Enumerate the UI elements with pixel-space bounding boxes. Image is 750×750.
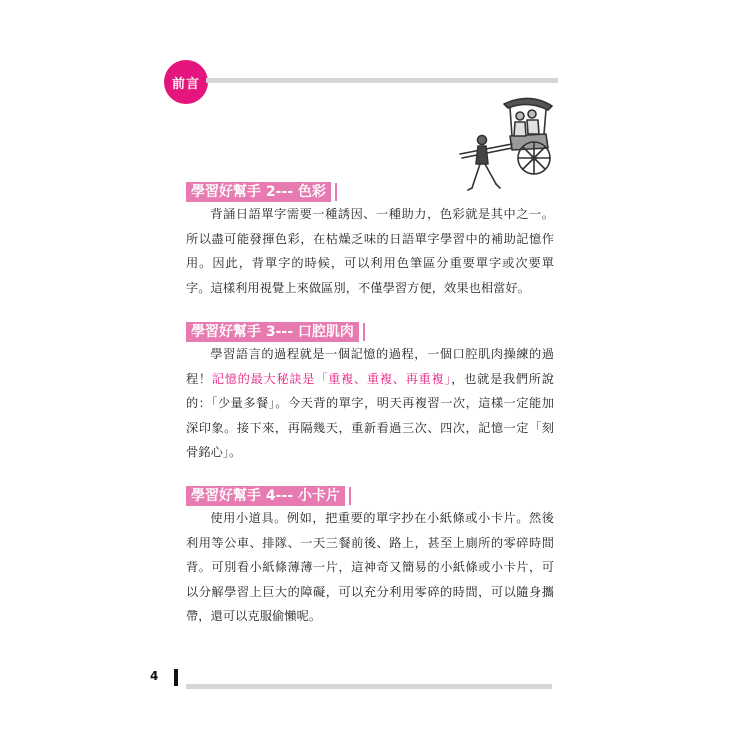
- footer-rule: [186, 684, 552, 689]
- section-body-mouth-muscle: [186, 342, 554, 465]
- section-body-color: 背誦日語單字需要一種誘因、一種助力，色彩就是其中之一。所以盡可能發揮色彩，在枯燥乏味的日語單字學習中的補助記憶作用。因此，背單字的時候，可以利用色筆區分重要單字或次要單字。這樣利用視覺上來做區別，不僅學習方便，效果也相當好。: [186, 207, 554, 295]
- header-rule: [206, 78, 558, 83]
- page-number-bar: [174, 669, 178, 686]
- chapter-label: 前言: [171, 76, 200, 92]
- section-title-small-cards: 學習好幫手 4--- 小卡片: [186, 486, 345, 506]
- page-number: 4: [150, 669, 159, 683]
- body-text-start: 學習語言的過程就是一個記憶的過程，一個口腔肌肉操練的過程！: [186, 347, 554, 386]
- section-title-color: 學習好幫手 2--- 色彩: [186, 182, 331, 202]
- highlighted-text: 記憶的最大秘訣是「重複、重複、再重複」: [211, 371, 452, 386]
- body-text-end: ，也就是我們所說的：「少量多餐」。今天背的單字，明天再複習一次，這樣一定能加深印象。接下來，再隔幾天，重新看過三次、四次，記憶一定「刻骨銘心」。: [186, 371, 554, 459]
- section-body-small-cards: 使用小道具。例如，把重要的單字抄在小紙條或小卡片。然後利用等公車、排隊、一天三餐前後、路上，甚至上廁所的零碎時間背。可別看小紙條薄薄一片，這神奇又簡易的小紙條或小卡片，可以分解學習上巨大的障礙，可以充分利用零碎的時間，可以隨身攜帶，還可以克服偷懶呢。: [186, 511, 554, 623]
- rickshaw-illustration: [452, 92, 556, 196]
- section-title-mouth-muscle: 學習好幫手 3--- 口腔肌肉: [186, 322, 359, 342]
- chapter-badge: [164, 60, 208, 104]
